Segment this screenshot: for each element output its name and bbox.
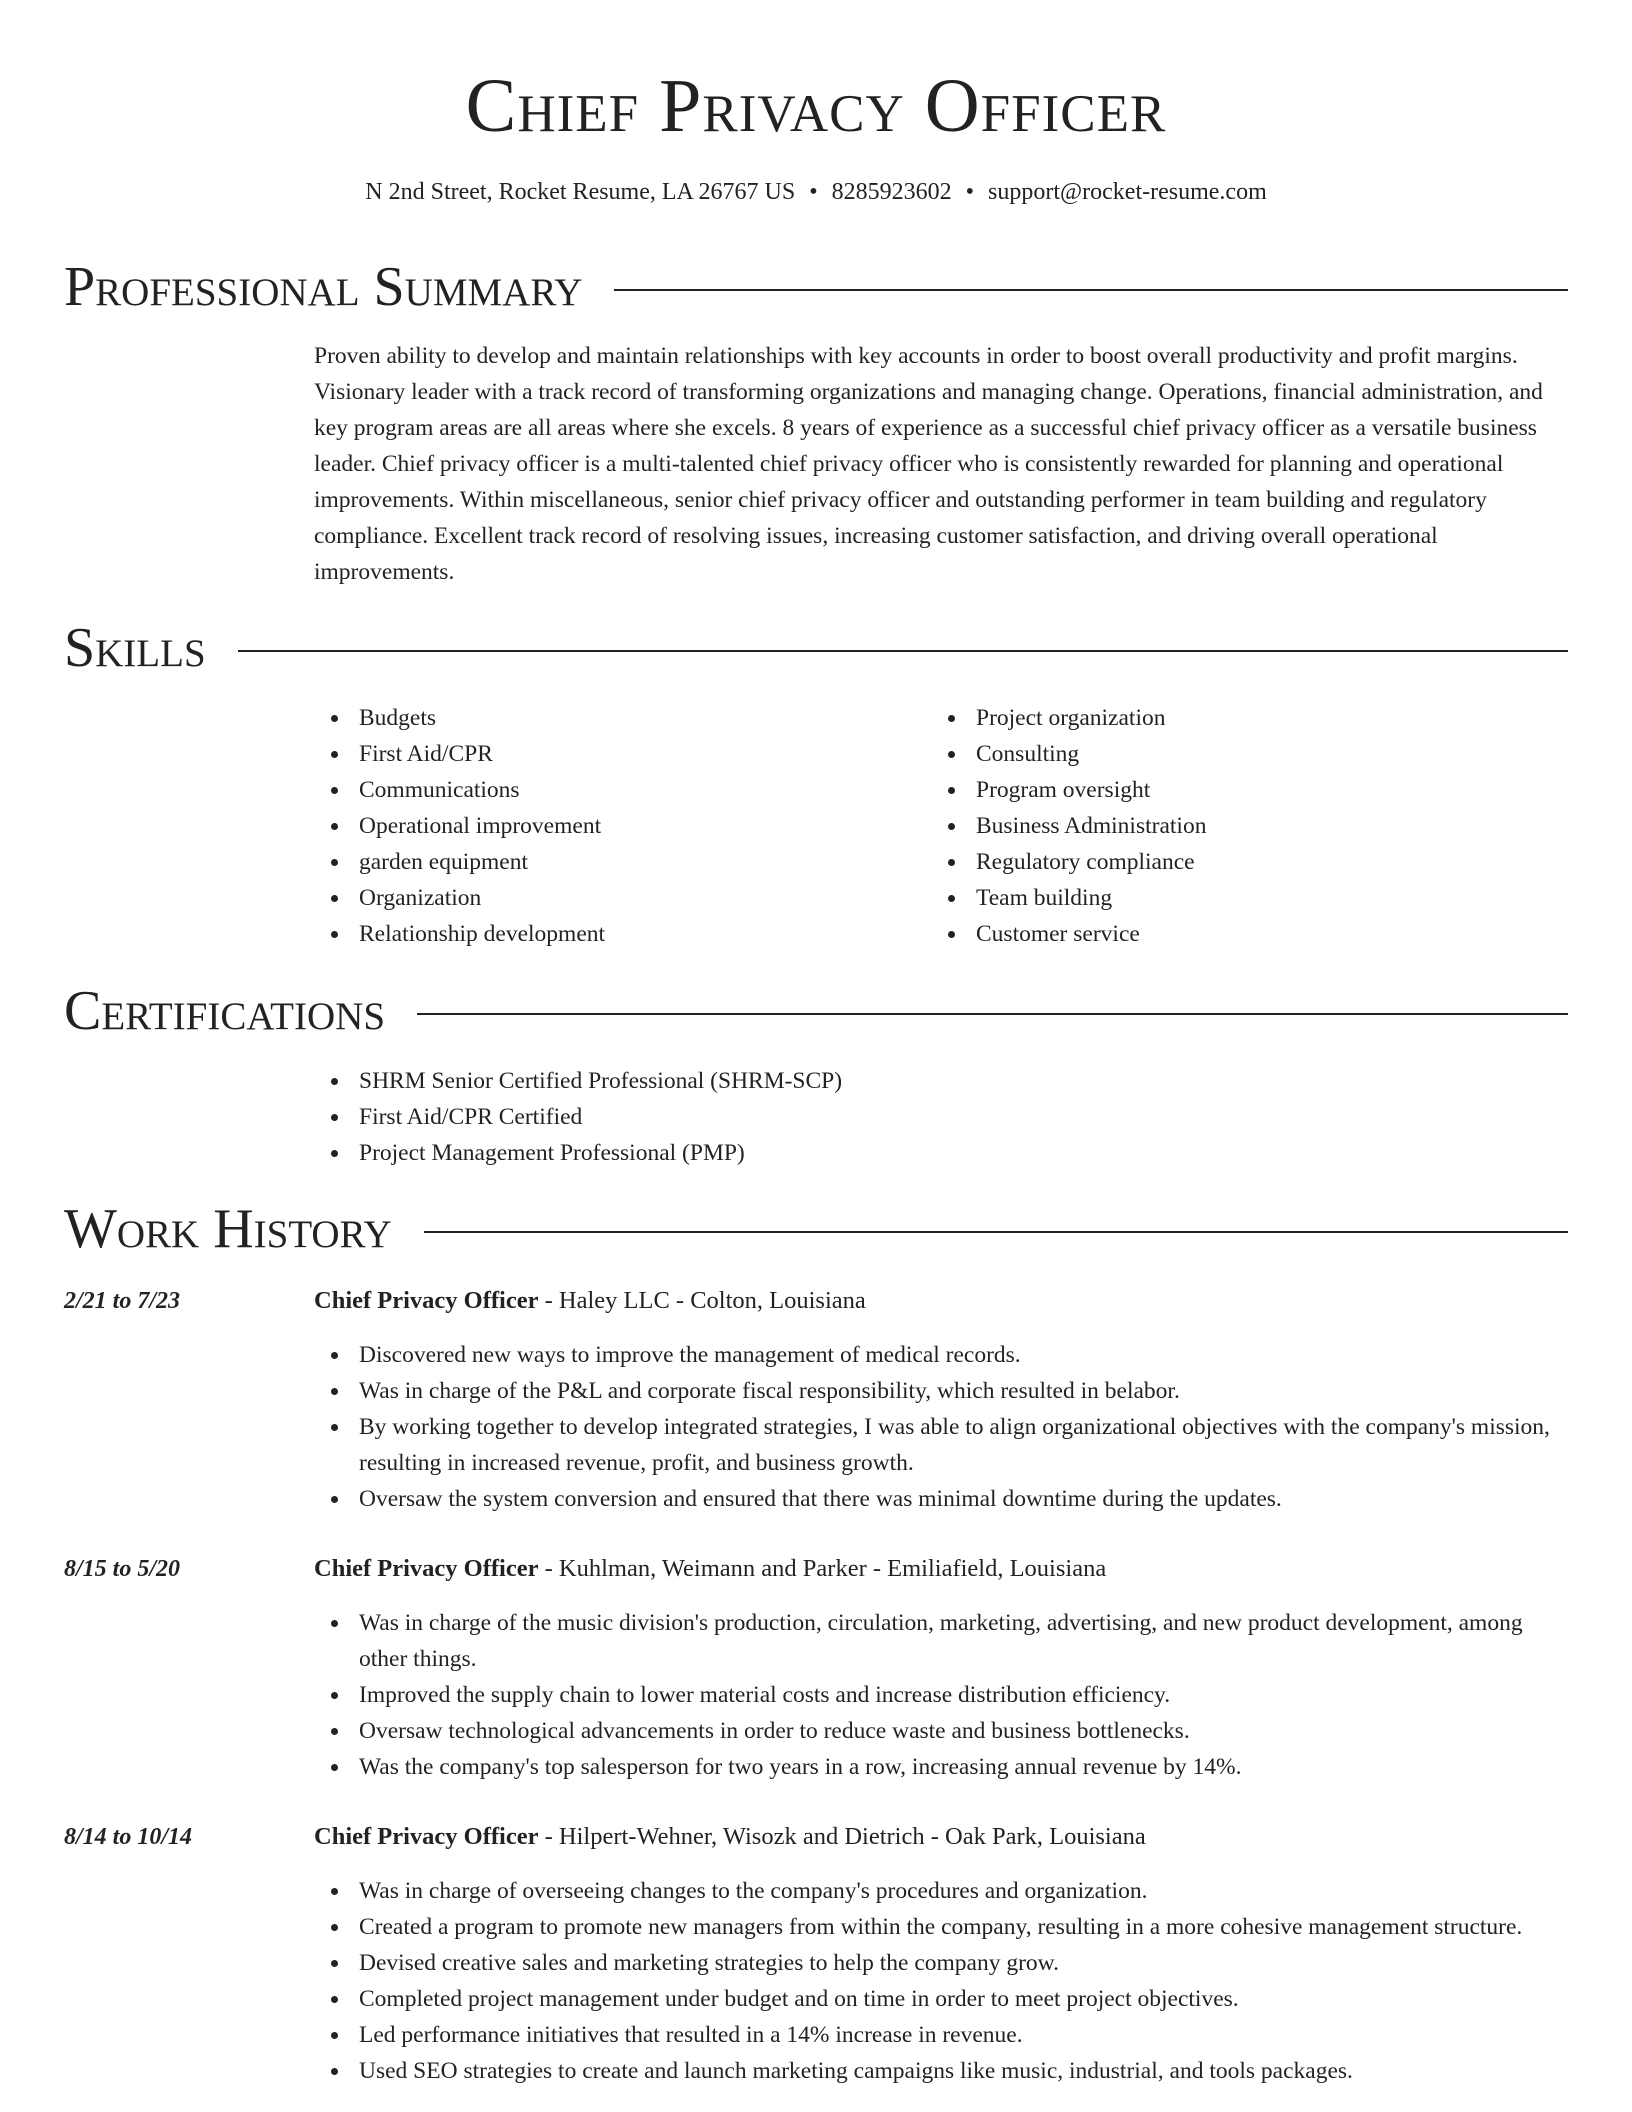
job-bullet-list bbox=[314, 1605, 1564, 1785]
skill-item: Regulatory compliance bbox=[931, 844, 1531, 880]
job-company-location: - Hilpert-Wehner, Wisozk and Dietrich - Oak Park, Louisiana bbox=[538, 1823, 1146, 1850]
job-bullet: Devised creative sales and marketing strategies to help the company grow. bbox=[314, 1945, 1564, 1981]
job-title-line bbox=[314, 1551, 1564, 1587]
job-bullet: Oversaw technological advancements in order to reduce waste and business bottlenecks. bbox=[314, 1713, 1564, 1749]
skills-list-right bbox=[931, 700, 1531, 952]
skill-item: garden equipment bbox=[314, 844, 914, 880]
candidate-name: Chief Privacy Officer bbox=[465, 64, 1167, 148]
skills-section-header bbox=[64, 613, 1568, 683]
contact-separator: • bbox=[809, 179, 818, 205]
job-bullet: Discovered new ways to improve the management of medical records. bbox=[314, 1337, 1564, 1373]
job-bullet: Completed project management under budget and on time in order to meet project objectives. bbox=[314, 1981, 1564, 2017]
contact-line bbox=[0, 172, 1632, 212]
section-divider bbox=[614, 289, 1568, 291]
certifications-heading: Certifications bbox=[64, 980, 386, 1042]
skill-item: Consulting bbox=[931, 736, 1531, 772]
section-divider bbox=[417, 1013, 1568, 1015]
skill-item: Project organization bbox=[931, 700, 1531, 736]
skill-item: First Aid/CPR bbox=[314, 736, 914, 772]
contact-email: support@rocket-resume.com bbox=[988, 179, 1267, 205]
section-divider bbox=[424, 1231, 1568, 1233]
job-dates: 2/21 to 7/23 bbox=[64, 1288, 181, 1314]
summary-text: Proven ability to develop and maintain relationships with key accounts in order to boost overall productivity and profit margins. Visionary leader with a track record of transforming organizations and managing change. Operations, financial administration, and key program areas are all areas where she excels. 8 years of experience as a successful chief privacy officer as a versatile business leader. Chief privacy officer is a multi-talented chief privacy officer who is consistently rewarded for planning and operational improvements. Within miscellaneous, senior chief privacy officer and outstanding performer in team building and regulatory compliance. Excellent track record of resolving issues, increasing customer satisfaction, and driving overall operational improvements. bbox=[314, 343, 1543, 585]
contact-address: N 2nd Street, Rocket Resume, LA 26767 US bbox=[365, 179, 796, 205]
job-bullet: Was in charge of the P&L and corporate fiscal responsibility, which resulted in belabor. bbox=[314, 1373, 1564, 1409]
section-divider bbox=[238, 650, 1568, 652]
skill-item: Program oversight bbox=[931, 772, 1531, 808]
skill-item: Organization bbox=[314, 880, 914, 916]
certification-item: SHRM Senior Certified Professional (SHRM-SCP) bbox=[314, 1063, 1564, 1099]
job-bullet: Was in charge of the music division's production, circulation, marketing, advertising, and new product development, among other things. bbox=[314, 1605, 1564, 1677]
job-dates: 8/15 to 5/20 bbox=[64, 1556, 181, 1582]
skills-heading: Skills bbox=[64, 617, 206, 679]
skill-item: Business Administration bbox=[931, 808, 1531, 844]
job-company-location: - Kuhlman, Weimann and Parker - Emiliafield, Louisiana bbox=[538, 1555, 1107, 1582]
job-bullet: Was the company's top salesperson for two years in a row, increasing annual revenue by 14%. bbox=[314, 1749, 1564, 1785]
skill-item: Operational improvement bbox=[314, 808, 914, 844]
summary-section-header bbox=[64, 252, 1568, 322]
summary-heading: Professional Summary bbox=[64, 256, 583, 318]
job-bullet: Improved the supply chain to lower material costs and increase distribution efficiency. bbox=[314, 1677, 1564, 1713]
skill-item: Relationship development bbox=[314, 916, 914, 952]
job-title: Chief Privacy Officer bbox=[314, 1555, 539, 1582]
job-dates: 8/14 to 10/14 bbox=[64, 1824, 193, 1850]
job-title-line bbox=[314, 1283, 1564, 1319]
job-bullet: Oversaw the system conversion and ensured that there was minimal downtime during the updates. bbox=[314, 1481, 1564, 1517]
contact-separator: • bbox=[965, 179, 975, 205]
contact-phone: 8285923602 bbox=[831, 179, 952, 205]
job-title: Chief Privacy Officer bbox=[314, 1287, 539, 1314]
certification-item: First Aid/CPR Certified bbox=[314, 1099, 1564, 1135]
job-title-line bbox=[314, 1819, 1564, 1855]
skill-item: Team building bbox=[931, 880, 1531, 916]
job-bullet-list bbox=[314, 1873, 1564, 2089]
work-history-heading: Work History bbox=[64, 1198, 392, 1260]
skill-item: Customer service bbox=[931, 916, 1531, 952]
job-company-location: - Haley LLC - Colton, Louisiana bbox=[538, 1287, 866, 1314]
certification-item: Project Management Professional (PMP) bbox=[314, 1135, 1564, 1171]
job-bullet: Led performance initiatives that resulted in a 14% increase in revenue. bbox=[314, 2017, 1564, 2053]
skill-item: Budgets bbox=[314, 700, 914, 736]
job-bullet: Used SEO strategies to create and launch marketing campaigns like music, industrial, and tools packages. bbox=[314, 2053, 1564, 2089]
job-bullet-list bbox=[314, 1337, 1564, 1517]
skill-item: Communications bbox=[314, 772, 914, 808]
certifications-section-header bbox=[64, 976, 1568, 1046]
job-bullet: By working together to develop integrated strategies, I was able to align organizational objectives with the company's mission, resulting in increased revenue, profit, and business growth. bbox=[314, 1409, 1564, 1481]
skills-list-left bbox=[314, 700, 914, 952]
work-history-section-header bbox=[64, 1194, 1568, 1264]
certifications-list bbox=[314, 1063, 1564, 1171]
job-title: Chief Privacy Officer bbox=[314, 1823, 539, 1850]
job-bullet: Created a program to promote new managers from within the company, resulting in a more cohesive management structure. bbox=[314, 1909, 1564, 1945]
job-bullet: Was in charge of overseeing changes to the company's procedures and organization. bbox=[314, 1873, 1564, 1909]
